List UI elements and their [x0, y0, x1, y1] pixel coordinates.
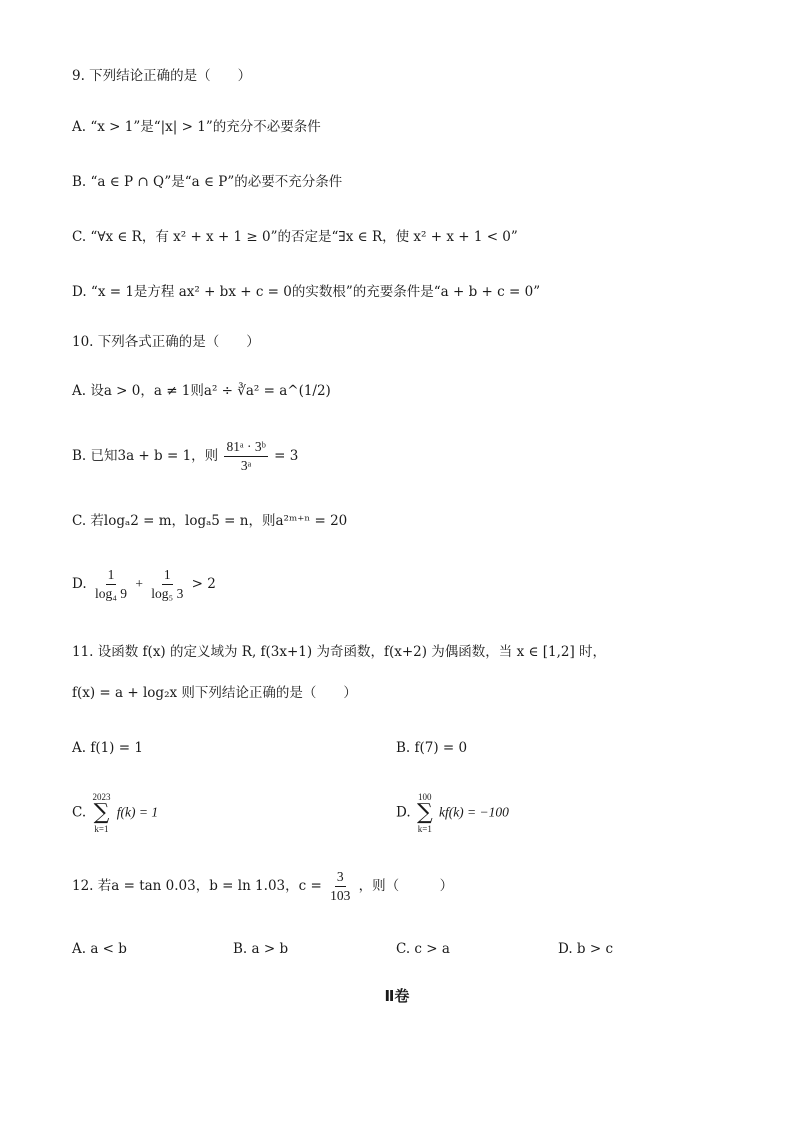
q12-stem-suffix: ，则（ ） [358, 878, 454, 894]
q10-b-fraction [224, 438, 267, 475]
q11-d-body: kf(k) = −100 [438, 804, 509, 820]
q12-option-b: B. a > b [233, 941, 289, 957]
q12-option-c: C. c > a [396, 941, 450, 957]
q12-c-numerator: 3 [335, 868, 346, 887]
q9-option-c: C. “∀x ∈ R，有 x² + x + 1 ≥ 0”的否定是“∃x ∈ R，使 x² + x + 1 < 0” [72, 229, 518, 245]
q10-d-numerator-2: 1 [162, 566, 173, 585]
q11-d-lower-limit: k=1 [417, 824, 432, 834]
q10-d-denominator-2: log₅ 3 [151, 586, 184, 601]
q10-d-prefix: D. [72, 576, 87, 592]
q11-option-d [396, 792, 509, 834]
q9-option-b: B. “a ∈ P ∩ Q”是“a ∈ P”的必要不充分条件 [72, 174, 343, 190]
q10-d-suffix: > 2 [191, 576, 216, 592]
q11-c-summation: 2023 ∑ k=1 [92, 792, 111, 834]
q9-option-a: A. “x > 1”是“|x| > 1”的充分不必要条件 [72, 119, 321, 135]
q10-d-numerator-1: 1 [106, 566, 117, 585]
q10-option-b [72, 438, 298, 475]
q9-option-d: D. “x = 1是方程 ax² + bx + c = 0的实数根”的充要条件是“a + b + c = 0” [72, 284, 541, 300]
q11-stem-line-1: 11. 设函数 f(x) 的定义域为 R, f(3x+1) 为奇函数，f(x+2) 为偶函数，当 x ∈ [1,2] 时， [72, 644, 607, 660]
q10-b-prefix: B. 已知3a + b = 1，则 [72, 448, 219, 464]
q10-b-suffix: = 3 [274, 448, 299, 464]
q10-option-a: A. 设a > 0，a ≠ 1则a² ÷ ∛a² = a^(1/2) [72, 383, 331, 399]
q9-stem: 9. 下列结论正确的是（ ） [72, 68, 252, 84]
q10-d-fraction-2 [149, 566, 185, 603]
q12-option-d: D. b > c [558, 941, 614, 957]
q10-option-c: C. 若logₐ2 = m，logₐ5 = n，则a²ᵐ⁺ⁿ = 20 [72, 513, 348, 529]
q11-d-label: D. [396, 804, 411, 821]
q12-c-denominator: 103 [330, 888, 351, 903]
q11-c-label: C. [72, 804, 87, 821]
q11-c-body: f(k) = 1 [116, 804, 159, 820]
q11-option-b: B. f(7) = 0 [396, 740, 468, 756]
q11-d-upper-limit: 100 [418, 792, 432, 802]
q11-option-a: A. f(1) = 1 [72, 740, 143, 756]
q12-stem-prefix: 12. 若a = tan 0.03，b = ln 1.03，c = [72, 878, 322, 894]
q11-stem-line-2: f(x) = a + log₂x 则下列结论正确的是（ ） [72, 685, 357, 701]
q11-option-c [72, 792, 158, 834]
q10-d-fraction-1 [93, 566, 129, 603]
q10-b-denominator: 3ᵃ [240, 458, 252, 473]
q11-c-lower-limit: k=1 [94, 824, 109, 834]
q10-d-denominator-1: log₄ 9 [94, 586, 128, 601]
q12-c-fraction [328, 868, 352, 905]
section-title: Ⅱ卷 [384, 987, 410, 1005]
q11-d-summation: 100 ∑ k=1 [416, 792, 433, 834]
q10-b-numerator: 81ᵃ · 3ᵇ [224, 438, 267, 457]
q12-option-a: A. a < b [72, 941, 127, 957]
q10-stem: 10. 下列各式正确的是（ ） [72, 334, 260, 350]
q12-stem [72, 868, 453, 905]
q10-option-d: D. $\frac{1}{\text{log₄ 9}}$ + $\frac{1}{\text{log₅ 3}}$ > 2 [72, 567, 216, 601]
q11-c-upper-limit: 2023 [92, 792, 111, 802]
